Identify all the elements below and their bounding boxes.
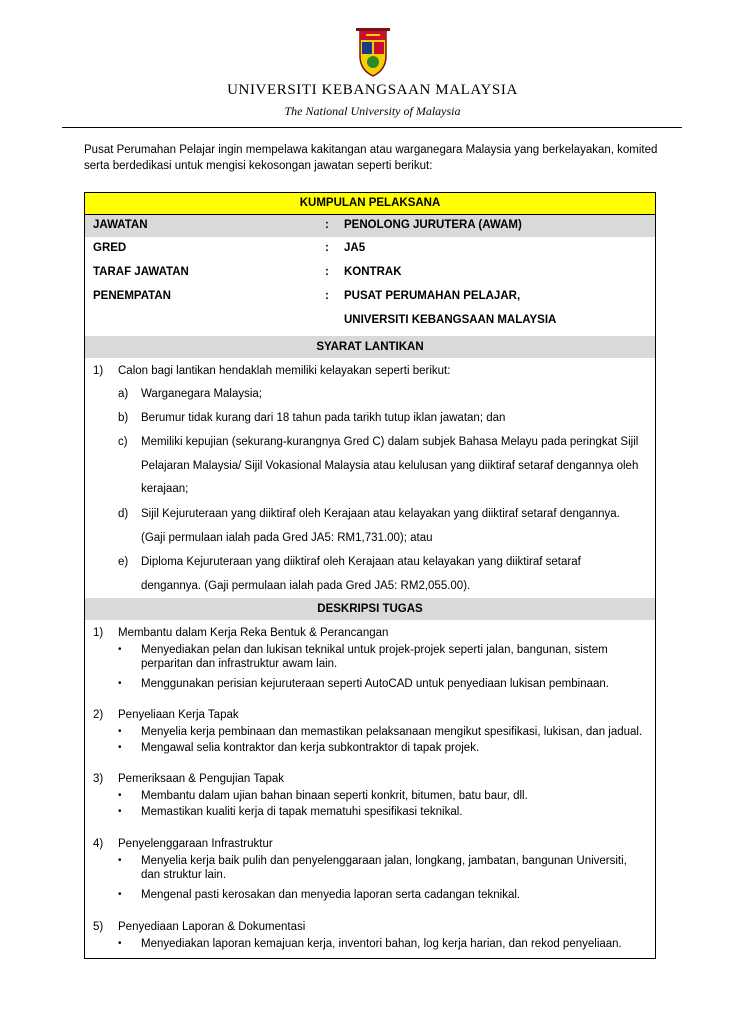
duties-title-band xyxy=(85,598,655,620)
duty-title: Membantu dalam Kerja Reka Bentuk & Perancangan xyxy=(118,627,389,639)
info-value: PUSAT PERUMAHAN PELAJAR, xyxy=(344,290,521,302)
duty-title: Penyeliaan Kerja Tapak xyxy=(118,709,239,721)
duty-number: 2) xyxy=(93,709,104,721)
university-name: UNIVERSITI KEBANGSAAN MALAYSIA xyxy=(227,82,518,98)
duty-title: Penyediaan Laporan & Dokumentasi xyxy=(118,921,306,933)
group-title: KUMPULAN PELAKSANA xyxy=(299,197,441,209)
requirement-letter: a) xyxy=(118,388,129,400)
requirement-text: Warganegara Malaysia; xyxy=(141,388,263,400)
bullet-icon: • xyxy=(118,855,122,866)
duty-number: 3) xyxy=(93,773,104,785)
bullet-icon: • xyxy=(118,790,122,801)
requirements-title: SYARAT LANTIKAN xyxy=(316,341,424,353)
duty-bullet: Menggunakan perisian kejuruteraan seperti AutoCAD untuk penyediaan lukisan pembinaan. xyxy=(141,678,609,690)
info-label: TARAF JAWATAN xyxy=(93,266,189,278)
bullet-icon: • xyxy=(118,938,122,949)
bullet-icon: • xyxy=(118,644,122,655)
duty-bullet: Mengenal pasti kerosakan dan menyedia laporan serta cadangan teknikal. xyxy=(141,889,521,901)
bullet-icon: • xyxy=(118,889,122,900)
requirement-text: Berumur tidak kurang dari 18 tahun pada tarikh tutup iklan jawatan; dan xyxy=(141,412,506,424)
info-colon: : xyxy=(325,266,329,278)
info-row-taraf xyxy=(85,262,655,284)
info-row-penempatan xyxy=(85,286,655,334)
duty-bullet: Membantu dalam ujian bahan binaan seperti konkrit, bitumen, batu baur, dll. xyxy=(141,790,528,802)
info-label: JAWATAN xyxy=(93,219,148,231)
requirement-text: Sijil Kejuruteraan yang diiktiraf oleh Kerajaan atau kelayakan yang diiktiraf setaraf dengannya. (Gaji permulaan ialah pada Gred JA5: RM1,731.00); atau xyxy=(141,508,620,544)
requirement-letter: e) xyxy=(118,556,129,568)
duty-title: Pemeriksaan & Pengujian Tapak xyxy=(118,773,285,785)
requirement-letter: c) xyxy=(118,436,128,448)
duty-title: Penyelenggaraan Infrastruktur xyxy=(118,838,273,850)
university-crest xyxy=(352,26,394,80)
duty-bullet: Menyelia kerja pembinaan dan memastikan pelaksanaan mengikut spesifikasi, lukisan, dan jadual. xyxy=(141,726,643,738)
info-value-line2: UNIVERSITI KEBANGSAAN MALAYSIA xyxy=(344,314,557,326)
header-divider xyxy=(62,127,682,128)
info-value: KONTRAK xyxy=(344,266,402,278)
intro-paragraph: Pusat Perumahan Pelajar ingin mempelawa kakitangan atau warganegara Malaysia yang berkelayakan, komited serta berdedikasi untuk mengisi kekosongan jawatan seperti berikut: xyxy=(84,144,658,172)
info-colon: : xyxy=(325,242,329,254)
duty-bullet: Menyelia kerja baik pulih dan penyelenggaraan jalan, longkang, jambatan, bangunan Universiti, dan struktur lain. xyxy=(141,855,627,881)
duties-title: DESKRIPSI TUGAS xyxy=(317,603,423,615)
bullet-icon: • xyxy=(118,678,122,689)
info-colon: : xyxy=(325,290,329,302)
info-label: GRED xyxy=(93,242,127,254)
requirements-number: 1) xyxy=(93,365,104,377)
duty-number: 1) xyxy=(93,627,104,639)
requirements-intro: Calon bagi lantikan hendaklah memiliki kelayakan seperti berikut: xyxy=(118,365,451,377)
bullet-icon: • xyxy=(118,726,122,737)
bullet-icon: • xyxy=(118,742,122,753)
university-tagline: The National University of Malaysia xyxy=(284,104,461,118)
requirement-letter: d) xyxy=(118,508,129,520)
duty-bullet: Menyediakan pelan dan lukisan teknikal untuk projek-projek seperti jalan, bangunan, sistem perparitan dan infrastruktur awam lain. xyxy=(141,644,608,670)
duty-bullet: Mengawal selia kontraktor dan kerja subkontraktor di tapak projek. xyxy=(141,742,480,754)
requirement-letter: b) xyxy=(118,412,129,424)
requirements-title-band xyxy=(85,336,655,358)
info-row-jawatan xyxy=(85,215,655,237)
info-colon: : xyxy=(325,219,329,231)
group-title-band xyxy=(85,193,655,215)
info-label: PENEMPATAN xyxy=(93,290,171,302)
info-row-gred xyxy=(85,238,655,260)
job-ad-box xyxy=(84,192,656,959)
duty-bullet: Menyediakan laporan kemajuan kerja, inventori bahan, log kerja harian, dan rekod penyeliaan. xyxy=(141,938,622,950)
duty-bullet: Memastikan kualiti kerja di tapak mematuhi spesifikasi teknikal. xyxy=(141,806,463,818)
ukm-crest-icon xyxy=(352,26,394,80)
info-value: PENOLONG JURUTERA (AWAM) xyxy=(344,219,522,231)
duty-number: 4) xyxy=(93,838,104,850)
info-value: JA5 xyxy=(344,242,366,254)
duty-number: 5) xyxy=(93,921,104,933)
bullet-icon: • xyxy=(118,806,122,817)
requirement-text: Memiliki kepujian (sekurang-kurangnya Gred C) dalam subjek Bahasa Melayu pada peringkat Sijil Pelajaran Malaysia/ Sijil Vokasional Malaysia atau kelulusan yang diiktiraf setaraf dengannya oleh kerajaan; xyxy=(141,436,639,495)
requirement-text: Diploma Kejuruteraan yang diiktiraf oleh Kerajaan atau kelayakan yang diiktiraf setaraf dengannya. (Gaji permulaan ialah pada Gred JA5: RM2,055.00). xyxy=(141,556,581,592)
